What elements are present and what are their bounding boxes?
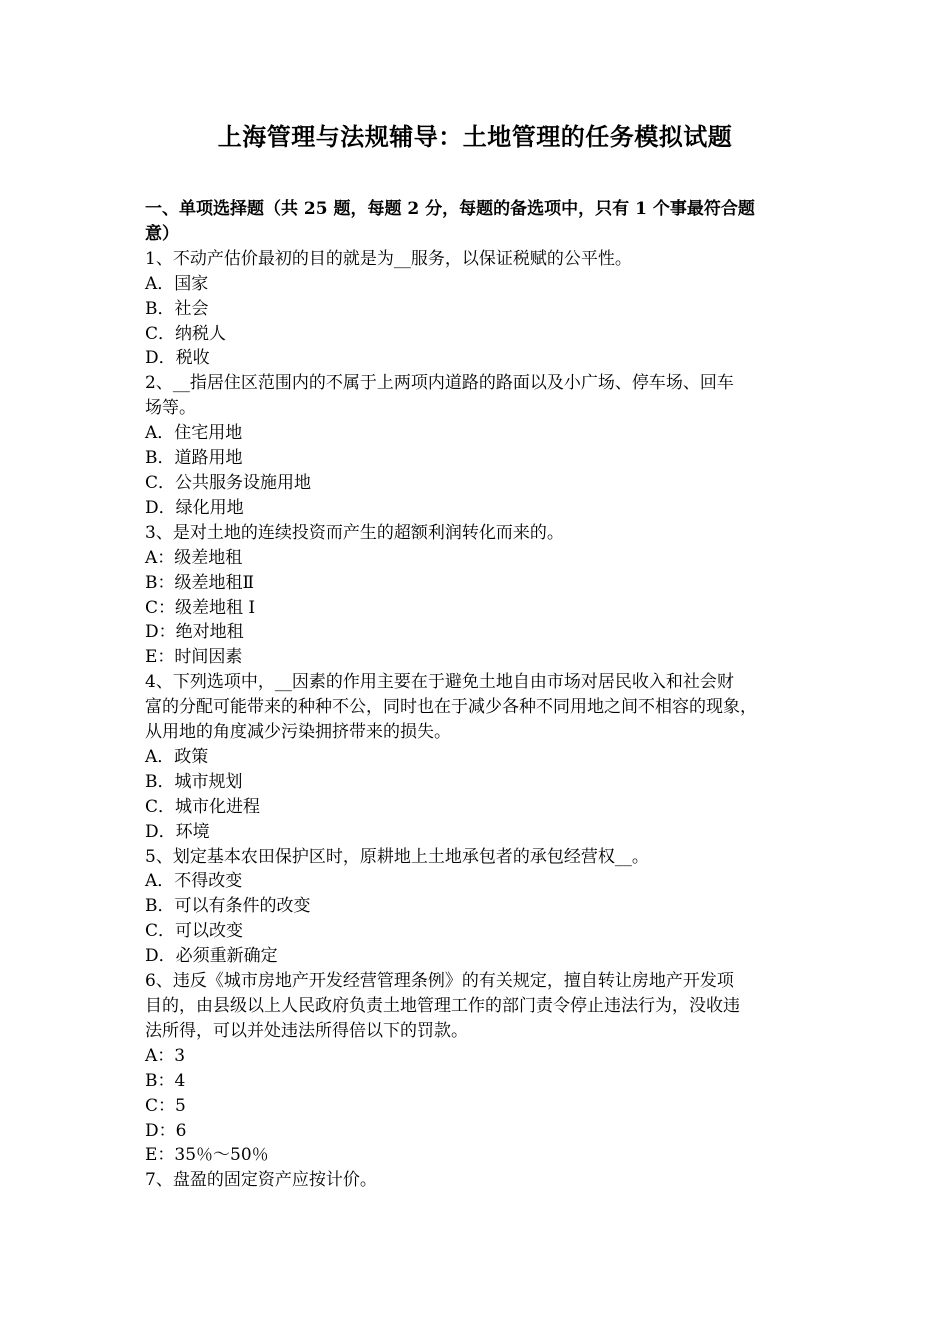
- question-stem: 3、是对土地的连续投资而产生的超额利润转化而来的。: [145, 522, 564, 543]
- answer-option: C．公共服务设施用地: [145, 472, 312, 493]
- answer-option: C．可以改变: [145, 921, 244, 942]
- question-stem: 5、划定基本农田保护区时，原耕地上土地承包者的承包经营权__。: [145, 846, 649, 867]
- answer-option: B：级差地租Ⅱ: [145, 572, 255, 593]
- answer-option: D：6: [145, 1120, 187, 1141]
- page-title: 上海管理与法规辅导：土地管理的任务模拟试题: [217, 122, 733, 151]
- answer-option: B．社会: [145, 298, 209, 319]
- answer-option: C．城市化进程: [145, 796, 261, 817]
- question-stem: 7、盘盈的固定资产应按计价。: [145, 1170, 377, 1191]
- question-7: [145, 1168, 820, 1193]
- answer-option: A．国家: [145, 273, 209, 294]
- answer-option: D．环境: [145, 821, 210, 842]
- question-6: [145, 969, 820, 1168]
- answer-option: A：3: [145, 1045, 186, 1066]
- question-stem: 目的，由县级以上人民政府负责土地管理工作的部门责令停止违法行为，没收违: [145, 996, 740, 1016]
- question-stem: 2、__指居住区范围内的不属于上两项内道路的路面以及小广场、停车场、回车: [145, 373, 734, 394]
- answer-option: D：绝对地租: [145, 622, 244, 643]
- question-stem: 4、下列选项中，__因素的作用主要在于避免土地自由市场对居民收入和社会财: [145, 672, 734, 693]
- answer-option: D．税收: [145, 348, 210, 369]
- answer-option: B：4: [145, 1070, 186, 1091]
- answer-option: A．住宅用地: [145, 423, 243, 444]
- answer-option: E：35％～50％: [145, 1145, 269, 1166]
- answer-option: C：级差地租 I: [145, 597, 256, 618]
- question-stem: 场等。: [145, 398, 196, 419]
- answer-option: B．城市规划: [145, 771, 243, 792]
- answer-option: B．道路用地: [145, 448, 243, 469]
- question-stem: 1、不动产估价最初的目的就是为__服务，以保证税赋的公平性。: [145, 248, 632, 269]
- question-stem: 法所得，可以并处违法所得倍以下的罚款。: [145, 1020, 468, 1041]
- question-1: [145, 247, 820, 372]
- document-body: [145, 197, 820, 1193]
- section-heading-line: 一、单项选择题（共 25 题，每题 2 分，每题的备选项中，只有 1 个事最符合题: [145, 199, 755, 219]
- question-4: [145, 670, 820, 844]
- answer-option: E：时间因素: [145, 647, 243, 668]
- section-heading-line: 意）: [145, 223, 179, 244]
- answer-option: C：5: [145, 1095, 186, 1116]
- answer-option: A．不得改变: [145, 871, 243, 892]
- answer-option: D．必须重新确定: [145, 946, 278, 967]
- question-stem: 从用地的角度减少污染拥挤带来的损失。: [145, 722, 451, 743]
- question-3: [145, 521, 820, 670]
- question-stem: 富的分配可能带来的种种不公，同时也在于减少各种不同用地之间不相容的现象，: [145, 697, 757, 718]
- question-5: [145, 845, 820, 970]
- question-2: [145, 371, 820, 520]
- question-stem: 6、违反《城市房地产开发经营管理条例》的有关规定，擅自转让房地产开发项: [145, 971, 734, 992]
- answer-option: A．政策: [145, 746, 209, 767]
- answer-option: A：级差地租: [145, 547, 243, 568]
- section-heading: [145, 197, 820, 247]
- answer-option: C．纳税人: [145, 323, 227, 344]
- answer-option: D．绿化用地: [145, 497, 244, 518]
- answer-option: B．可以有条件的改变: [145, 896, 311, 917]
